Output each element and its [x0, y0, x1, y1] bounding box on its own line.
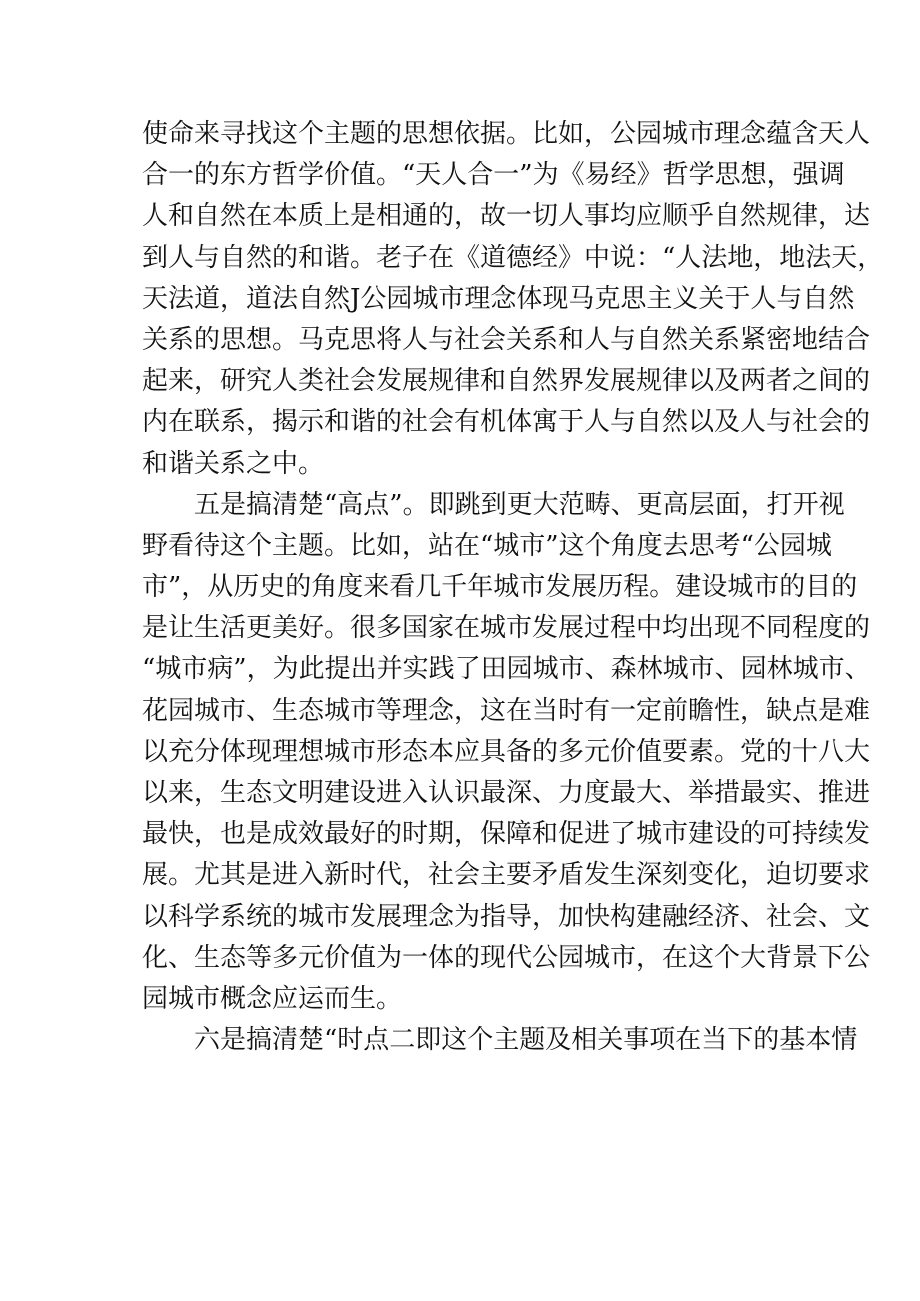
text-line: 野看待这个主题。比如，站在“城市”这个角度去思考“公园城	[142, 530, 832, 561]
text-line: 以来，生态文明建设进入认识最深、力度最大、举措最实、推进	[142, 778, 871, 808]
text-line: 关系的思想。马克思将人与社会关系和人与自然关系紧密地结合	[142, 324, 871, 355]
text-line: 以充分体现理想城市形态本应具备的多元价值要素。党的十八大	[142, 736, 871, 767]
text-line: 人和自然在本质上是相通的，故一切人事均应顺乎自然规律，达	[142, 201, 871, 232]
text-line: “城市病”，为此提出并实践了田园城市、森林城市、园林城市、	[142, 654, 871, 685]
text-line: 市”，从历史的角度来看几千年城市发展历程。建设城市的目的	[142, 572, 858, 603]
text-line: 和谐关系之中。	[142, 448, 325, 479]
text-line: 六是搞清楚“时点二即这个主题及相关事项在当下的基本情	[194, 1025, 858, 1056]
text-line: 起来，研究人类社会发展规律和自然界发展规律以及两者之间的	[142, 366, 871, 397]
text-line: 内在联系，揭示和谐的社会有机体寓于人与自然以及人与社会的	[142, 407, 871, 438]
paragraph-continuation	[142, 114, 884, 485]
text-line: 园城市概念应运而生。	[142, 983, 403, 1014]
text-line: 展。尤其是进入新时代，社会主要矛盾发生深刻变化，迫切要求	[142, 860, 871, 891]
text-line: 是让生活更美好。很多国家在城市发展过程中均出现不同程度的	[142, 613, 871, 644]
text-line: 化、生态等多元价值为一体的现代公园城市，在这个大背景下公	[142, 942, 871, 973]
paragraph-high-point	[142, 485, 871, 1020]
text-line: 最快，也是成效最好的时期，保障和促进了城市建设的可持续发	[142, 819, 871, 850]
text-line: 到人与自然的和谐。老子在《道德经》中说：“人法地，地法天，	[142, 242, 884, 273]
text-line: 使命来寻找这个主题的思想依据。比如，公园城市理念蕴含天人	[142, 119, 871, 149]
document-body	[142, 114, 884, 1061]
text-line: 合一的东方哲学价值。“天人合一”为《易经》哲学思想，强调	[142, 160, 845, 191]
text-line: 天法道，道法自然J公园城市理念体现马克思主义关于人与自然	[142, 283, 855, 314]
text-line: 以科学系统的城市发展理念为指导，加快构建融经济、社会、文	[142, 901, 871, 932]
text-line: 五是搞清楚“高点”。即跳到更大范畴、更高层面，打开视	[194, 489, 845, 520]
paragraph-time-point	[142, 1020, 858, 1061]
text-line: 花园城市、生态城市等理念，这在当时有一定前瞻性，缺点是难	[142, 695, 871, 726]
